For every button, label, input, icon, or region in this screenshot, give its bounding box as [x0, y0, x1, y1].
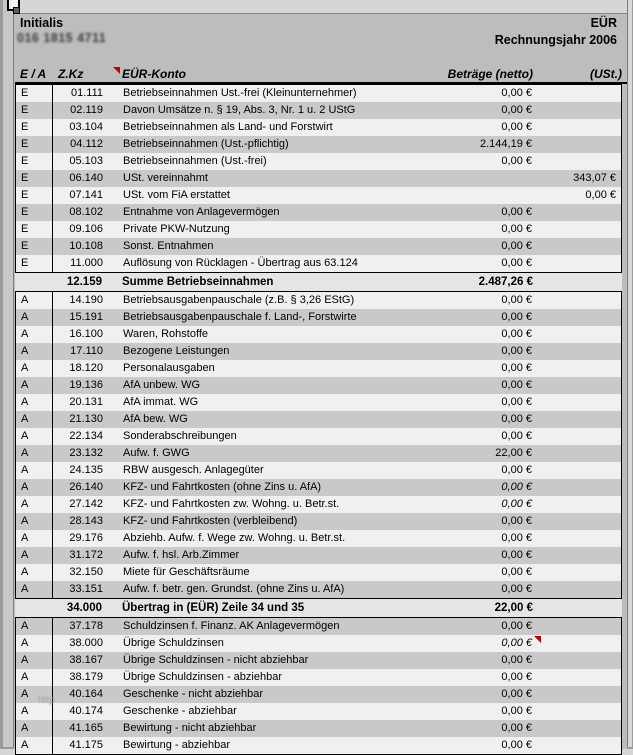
- cell-konto: Betriebseinnahmen (Ust.-frei): [123, 155, 267, 167]
- cell-konto: KFZ- und Fahrtkosten zw. Wohng. u. Betr.st.: [123, 498, 340, 510]
- cell-ea: A: [16, 618, 53, 635]
- cell-netto: 0,00 €: [501, 155, 532, 167]
- column-header-zkz: Z.Kz: [58, 67, 84, 81]
- cell-zkz: 01.111: [70, 87, 103, 99]
- cell-konto: AfA immat. WG: [123, 396, 199, 408]
- cell-ea: A: [16, 445, 53, 462]
- doc-type-label: EÜR: [590, 16, 617, 30]
- cell-ea: A: [16, 703, 53, 720]
- table-row[interactable]: [16, 428, 621, 445]
- cell-ust: [532, 360, 621, 377]
- cell-ea: A: [16, 292, 53, 309]
- cell-zkz: 16.100: [69, 328, 103, 340]
- cell-ea: A: [16, 496, 53, 513]
- cell-konto: Sonst. Entnahmen: [123, 240, 214, 252]
- table-row[interactable]: [16, 326, 621, 343]
- cell-ea: [15, 599, 52, 617]
- cell-netto: 22,00 €: [494, 602, 533, 614]
- column-header-netto: Beträge (netto): [447, 67, 533, 81]
- cell-konto: Bewirtung - abziehbar: [123, 739, 231, 751]
- cell-ust: [532, 153, 621, 170]
- cell-netto: 0,00 €: [501, 240, 532, 252]
- table-row[interactable]: [16, 530, 621, 547]
- table-row[interactable]: [16, 204, 621, 221]
- cell-konto: Geschenke - nicht abziehbar: [123, 688, 264, 700]
- cell-zkz: 08.102: [69, 206, 103, 218]
- cell-ea: A: [16, 479, 53, 496]
- table-row[interactable]: [16, 669, 621, 686]
- cell-netto: 0,00 €: [501, 583, 532, 595]
- watermark-text: http: [38, 695, 55, 706]
- cell-ust: [532, 85, 621, 102]
- cell-konto: Aufw. f. GWG: [123, 447, 190, 459]
- cell-zkz: 02.119: [70, 104, 103, 116]
- cell-netto: 22,00 €: [495, 447, 532, 459]
- cell-ust: [532, 564, 621, 581]
- cell-zkz: 10.108: [69, 240, 103, 252]
- cell-ea: E: [16, 255, 53, 272]
- cell-konto: USt. vereinnahmt: [123, 172, 208, 184]
- cell-netto: 0,00 €: [501, 294, 532, 306]
- cell-netto: 2.487,26 €: [478, 276, 533, 288]
- cell-zkz: 41.175: [69, 739, 103, 751]
- table-row[interactable]: [16, 170, 621, 187]
- cell-netto: 0,00 €: [501, 311, 532, 323]
- cell-konto: RBW ausgesch. Anlagegüter: [123, 464, 264, 476]
- table-row[interactable]: [16, 238, 621, 255]
- table-sections: [14, 84, 627, 755]
- cell-ea: A: [16, 360, 53, 377]
- cell-ea: E: [16, 238, 53, 255]
- table-row[interactable]: [16, 703, 621, 720]
- cell-netto: 0,00 €: [501, 104, 532, 116]
- table-row[interactable]: [16, 394, 621, 411]
- cell-ea: E: [16, 187, 53, 204]
- cell-ust: [532, 136, 621, 153]
- cell-zkz: 22.134: [69, 430, 103, 442]
- cell-ea: A: [16, 635, 53, 652]
- cell-zkz: 28.143: [69, 515, 103, 527]
- cell-ea: A: [16, 326, 53, 343]
- cell-ust: [532, 377, 621, 394]
- cell-ust: [532, 309, 621, 326]
- cell-ea: E: [16, 170, 53, 187]
- cell-ust: [532, 394, 621, 411]
- cell-netto: 0,00 €: [501, 620, 532, 632]
- cell-netto: 0,00 €: [501, 413, 532, 425]
- cell-zkz: 38.167: [69, 654, 103, 666]
- table-row[interactable]: [16, 581, 621, 598]
- cell-zkz: 23.132: [69, 447, 103, 459]
- cell-zkz: 18.120: [69, 362, 103, 374]
- cell-ea: A: [16, 377, 53, 394]
- table-row[interactable]: [16, 652, 621, 669]
- cell-netto: 0,00 €: [501, 121, 532, 133]
- cell-ust: [532, 479, 621, 496]
- table-row[interactable]: [16, 360, 621, 377]
- table-box: [15, 617, 622, 755]
- cell-zkz: 06.140: [69, 172, 103, 184]
- cell-konto: Davon Umsätze n. § 19, Abs. 3, Nr. 1 u. 2 UStG: [123, 104, 356, 116]
- cell-netto: 0,00 €: [501, 705, 532, 717]
- cell-konto: Auflösung von Rücklagen - Übertrag aus 63.124: [123, 257, 358, 269]
- cell-zkz: 14.190: [69, 294, 103, 306]
- table-row[interactable]: [16, 377, 621, 394]
- cell-ust: [533, 599, 622, 617]
- cell-konto: Betriebsausgabenpauschale f. Land-, Forstwirte: [123, 311, 357, 323]
- cell-konto: Private PKW-Nutzung: [123, 223, 230, 235]
- cell-netto: 0,00 €: [501, 328, 532, 340]
- column-header-konto: [102, 66, 413, 82]
- cell-netto: 0,00 €: [412, 635, 532, 652]
- cell-netto: 0,00 €: [501, 739, 532, 751]
- cell-konto: Übrige Schuldzinsen - nicht abziehbar: [123, 654, 309, 666]
- column-header-row: [15, 66, 622, 82]
- cell-netto: 0,00 €: [501, 515, 532, 527]
- cell-zkz: 15.191: [69, 311, 103, 323]
- table-row[interactable]: [16, 462, 621, 479]
- cell-ea: A: [16, 343, 53, 360]
- window-top-strip: [14, 0, 633, 13]
- table-row[interactable]: [16, 496, 621, 513]
- cell-ust: 0,00 €: [585, 189, 616, 201]
- cell-konto: AfA unbew. WG: [123, 379, 201, 391]
- cell-netto: 0,00 €: [501, 206, 532, 218]
- cell-zkz: 38.000: [69, 637, 103, 649]
- table-row[interactable]: [16, 720, 621, 737]
- cell-konto: Betriebseinnahmen als Land- und Forstwirt: [123, 121, 333, 133]
- cell-konto: KFZ- und Fahrtkosten (verbleibend): [123, 515, 298, 527]
- cell-konto: AfA bew. WG: [123, 413, 188, 425]
- cell-ust: [532, 496, 621, 513]
- cell-zkz: 03.104: [69, 121, 103, 133]
- table-row[interactable]: [16, 547, 621, 564]
- cell-zkz: 41.165: [69, 722, 103, 734]
- cell-ust: [532, 547, 621, 564]
- cell-ust: [532, 618, 621, 635]
- table-row[interactable]: [16, 102, 621, 119]
- page-title: Initialis: [20, 16, 64, 30]
- cell-konto: KFZ- und Fahrtkosten (ohne Zins u. AfA): [123, 481, 322, 493]
- cell-ust: [532, 669, 621, 686]
- table-row[interactable]: [16, 513, 621, 530]
- cell-konto: Schuldzinsen f. Finanz. AK Anlagevermögen: [123, 620, 340, 632]
- cell-netto: 0,00 €: [501, 257, 532, 269]
- cell-zkz: 32.150: [69, 566, 103, 578]
- cell-konto: Miete für Geschäftsräume: [123, 566, 250, 578]
- cell-zkz: 40.174: [69, 705, 103, 717]
- column-header-konto-label: EÜR-Konto: [122, 67, 186, 81]
- cell-ust: [532, 445, 621, 462]
- table-box: [15, 84, 622, 273]
- cell-zkz: 11.000: [70, 257, 103, 269]
- cell-ust: [532, 428, 621, 445]
- cell-konto: Bezogene Leistungen: [123, 345, 230, 357]
- cell-zkz: 37.178: [69, 620, 103, 632]
- cell-netto: 0,00 €: [501, 362, 532, 374]
- cell-ust: [532, 462, 621, 479]
- cell-ust: [532, 238, 621, 255]
- cell-konto: Sonderabschreibungen: [123, 430, 237, 442]
- cell-zkz: 27.142: [69, 498, 103, 510]
- cell-zkz: 04.112: [70, 138, 103, 150]
- cell-ea: A: [16, 547, 53, 564]
- cell-ea: E: [16, 119, 53, 136]
- cell-netto: 0,00 €: [501, 396, 532, 408]
- table-row[interactable]: [16, 479, 621, 496]
- cell-zkz: 29.176: [69, 532, 103, 544]
- cell-ea: A: [16, 737, 53, 754]
- cell-ea: E: [16, 85, 53, 102]
- cell-netto: [412, 187, 532, 204]
- cell-ea: A: [16, 462, 53, 479]
- cell-netto: 0,00 €: [501, 654, 532, 666]
- cell-konto: Übertrag in (EÜR) Zeile 34 und 35: [122, 602, 305, 614]
- cell-zkz: 31.172: [69, 549, 103, 561]
- cell-zkz: 17.110: [70, 345, 103, 357]
- cell-konto: Übrige Schuldzinsen - abziehbar: [123, 671, 282, 683]
- note-marker-icon[interactable]: [113, 67, 120, 74]
- cell-ea: A: [16, 428, 53, 445]
- cell-ea: A: [16, 513, 53, 530]
- cell-netto: [412, 170, 532, 187]
- cell-ea: E: [16, 102, 53, 119]
- cell-konto: Bewirtung - nicht abziehbar: [123, 722, 257, 734]
- table-row[interactable]: [16, 136, 621, 153]
- cell-netto: 0,00 €: [501, 688, 532, 700]
- cell-konto: Betriebsausgabenpauschale (z.B. § 3,26 EStG): [123, 294, 355, 306]
- cell-zkz: 20.131: [69, 396, 103, 408]
- cell-konto: Summe Betriebseinnahmen: [122, 276, 274, 288]
- cell-ea: A: [16, 669, 53, 686]
- window-left-border: [3, 0, 13, 749]
- cell-ust: [532, 652, 621, 669]
- cell-ea: E: [16, 136, 53, 153]
- cell-ust: [532, 292, 621, 309]
- cell-konto: Waren, Rohstoffe: [123, 328, 208, 340]
- table-row[interactable]: [16, 292, 621, 309]
- cell-ea: A: [16, 686, 53, 703]
- cell-ea: A: [16, 394, 53, 411]
- cell-zkz: 38.179: [69, 671, 103, 683]
- cell-zkz: 26.140: [69, 481, 103, 493]
- cell-zkz: 24.135: [69, 464, 103, 476]
- cell-ea: E: [16, 221, 53, 238]
- cell-ea: A: [16, 652, 53, 669]
- cell-ust: [533, 273, 622, 291]
- cell-konto: USt. vom FiA erstattet: [123, 189, 230, 201]
- cell-ust: [532, 530, 621, 547]
- table-row[interactable]: [16, 737, 621, 754]
- cell-ust: [532, 686, 621, 703]
- cell-ust: [532, 581, 621, 598]
- cell-konto: Aufw. f. hsl. Arb.Zimmer: [123, 549, 240, 561]
- cell-zkz: 40.164: [69, 688, 103, 700]
- cell-netto: 0,00 €: [501, 87, 532, 99]
- cell-netto: 0,00 €: [501, 549, 532, 561]
- table-row[interactable]: [16, 618, 621, 635]
- cell-ea: A: [16, 530, 53, 547]
- report-page: [14, 14, 627, 749]
- table-row[interactable]: [16, 85, 621, 102]
- cell-ust: [532, 737, 621, 754]
- table-row[interactable]: [16, 343, 621, 360]
- phone-number-blurred: 016 1815 4711: [17, 31, 107, 45]
- cell-ust: [532, 102, 621, 119]
- cell-netto: 0,00 €: [501, 498, 532, 510]
- table-box: [15, 291, 622, 599]
- cell-ea: E: [16, 204, 53, 221]
- cell-zkz: 07.141: [69, 189, 103, 201]
- cell-zkz: 19.136: [69, 379, 103, 391]
- cell-konto: Aufw. f. betr. gen. Grundst. (ohne Zins u. AfA): [123, 583, 345, 595]
- cell-netto: 0,00 €: [501, 223, 532, 235]
- cell-netto: 2.144,19 €: [480, 138, 532, 150]
- table-row[interactable]: [16, 309, 621, 326]
- cell-konto: Geschenke - abziehbar: [123, 705, 237, 717]
- cell-zkz: 05.103: [69, 155, 103, 167]
- cell-konto: Entnahme von Anlagevermögen: [123, 206, 280, 218]
- cell-ust: [532, 343, 621, 360]
- summary-row[interactable]: [15, 273, 622, 291]
- table-row[interactable]: [16, 445, 621, 462]
- cell-zkz: 21.130: [69, 413, 103, 425]
- cell-zkz: 12.159: [66, 276, 102, 288]
- cell-ust: [532, 513, 621, 530]
- table-row[interactable]: [16, 635, 621, 652]
- table-row[interactable]: [16, 564, 621, 581]
- cell-ea: A: [16, 309, 53, 326]
- cell-konto: Abziehb. Aufw. f. Wege zw. Wohng. u. Betr.st.: [123, 532, 346, 544]
- cell-netto: 0,00 €: [501, 481, 532, 493]
- table-row[interactable]: [16, 153, 621, 170]
- cell-netto: 0,00 €: [501, 722, 532, 734]
- table-row[interactable]: [16, 686, 621, 703]
- cell-ust: [532, 326, 621, 343]
- cell-konto: Betriebseinnahmen Ust.-frei (Kleinunternehmer): [123, 87, 357, 99]
- cell-konto: Übrige Schuldzinsen: [123, 637, 224, 649]
- table-row[interactable]: [16, 119, 621, 136]
- cell-ust: [532, 255, 621, 272]
- table-row[interactable]: [16, 187, 621, 204]
- table-row[interactable]: [16, 411, 621, 428]
- cell-ust: [532, 411, 621, 428]
- table-row[interactable]: [16, 255, 621, 272]
- cell-konto: Betriebseinnahmen (Ust.-pflichtig): [123, 138, 289, 150]
- column-header-ea: E / A: [20, 67, 47, 81]
- cell-netto: 0,00 €: [501, 566, 532, 578]
- fiscal-year-label: Rechnungsjahr 2006: [494, 33, 617, 47]
- summary-row[interactable]: [15, 599, 622, 617]
- cell-ust: [532, 703, 621, 720]
- cell-ust: 343,07 €: [573, 172, 616, 184]
- cell-konto: Personalausgaben: [123, 362, 215, 374]
- column-header-ust: (USt.): [590, 67, 622, 81]
- cell-netto: 0,00 €: [501, 345, 532, 357]
- cell-ea: A: [16, 720, 53, 737]
- cell-zkz: 09.106: [69, 223, 103, 235]
- cell-ea: A: [16, 564, 53, 581]
- document-window-icon-inner: [13, 7, 20, 14]
- cell-ust: [532, 204, 621, 221]
- cell-ust: [532, 119, 621, 136]
- cell-ust: [532, 635, 621, 652]
- cell-netto: 0,00 €: [501, 671, 532, 683]
- cell-ea: A: [16, 581, 53, 598]
- cell-zkz: 34.000: [66, 602, 102, 614]
- cell-zkz: 33.151: [69, 583, 103, 595]
- cell-netto: 0,00 €: [501, 430, 532, 442]
- cell-ea: A: [16, 411, 53, 428]
- cell-ust: [532, 720, 621, 737]
- table-row[interactable]: [16, 221, 621, 238]
- cell-netto: 0,00 €: [501, 464, 532, 476]
- cell-netto: 0,00 €: [501, 532, 532, 544]
- cell-ea: E: [16, 153, 53, 170]
- cell-ust: [532, 221, 621, 238]
- cell-netto: 0,00 €: [501, 379, 532, 391]
- cell-ea: [15, 273, 52, 291]
